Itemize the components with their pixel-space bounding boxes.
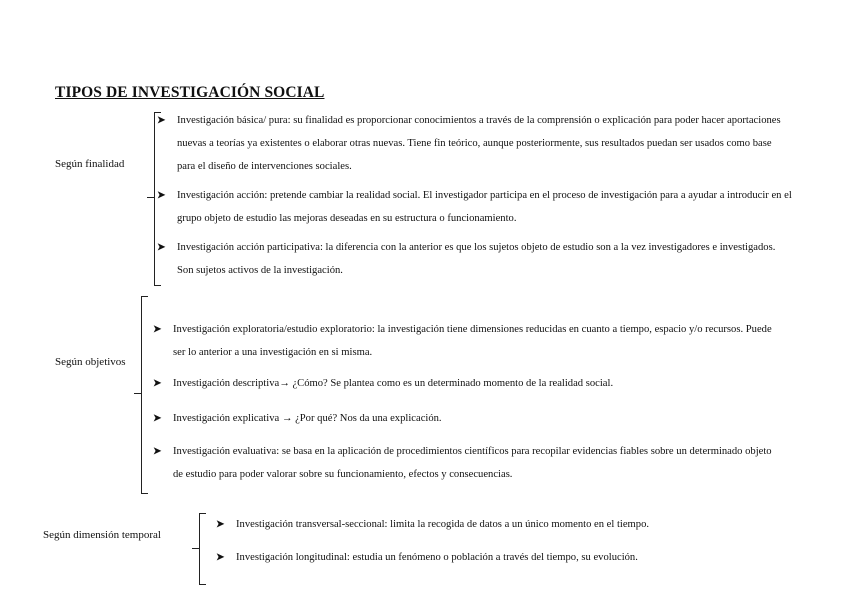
bullet-arrow-icon: ➤ — [157, 115, 166, 126]
list-item — [157, 236, 792, 282]
item-text: Investigación acción: pretende cambiar la realidad social. El investigador participa en el proceso de investigación para a ayudar a introducir en el grupo objeto de estudio las mejoras deseadas en su estructura o funcionamiento. — [177, 190, 792, 224]
list-item — [216, 546, 816, 569]
group-label-finalidad: Según finalidad — [55, 158, 125, 170]
item-text: Investigación longitudinal: estudia un fenómeno o población a través del tiempo, su evolución. — [236, 552, 638, 563]
list-item — [153, 372, 783, 395]
list-item — [153, 407, 783, 430]
list-item — [153, 440, 783, 486]
item-text: Investigación evaluativa: se basa en la aplicación de procedimientos científicos para recopilar evidencias fiables sobre un determinado objeto de estudio para poder valorar sobre su funcionamiento, efectos y consecuencias. — [173, 446, 772, 480]
bracket-tick-objetivos — [134, 393, 141, 394]
item-text: Investigación transversal-seccional: limita la recogida de datos a un único momento en el tiempo. — [236, 519, 650, 530]
bracket-temporal — [199, 513, 206, 585]
bullet-arrow-icon: ➤ — [153, 378, 162, 389]
bullet-arrow-icon: ➤ — [157, 190, 166, 201]
bullet-arrow-icon: ➤ — [216, 552, 225, 563]
group-label-objetivos: Según objetivos — [55, 356, 126, 368]
item-text: Investigación básica/ pura: su finalidad es proporcionar conocimientos a través de la comprensión o explicación para poder hacer aportaciones nuevas a teorías ya existentes o elaborar otras nuevas. Tiene fin teórico, aunque posteriormente, sus resultados puedan ser usados como base para el diseño de intervenciones sociales. — [177, 115, 781, 172]
page-title: TIPOS DE INVESTIGACIÓN SOCIAL — [55, 84, 325, 101]
bullet-arrow-icon: ➤ — [153, 446, 162, 457]
bracket-tick-finalidad — [147, 197, 154, 198]
item-text: Investigación descriptiva→ ¿Cómo? Se plantea como es un determinado momento de la realidad social. — [173, 378, 614, 389]
bracket-tick-temporal — [192, 548, 199, 549]
bullet-arrow-icon: ➤ — [153, 413, 162, 424]
group-label-temporal: Según dimensión temporal — [43, 529, 161, 541]
bullet-arrow-icon: ➤ — [153, 324, 162, 335]
item-text: Investigación acción participativa: la diferencia con la anterior es que los sujetos objeto de estudio son a la vez investigadores e investigados. Son sujetos activos de la investigación. — [177, 242, 776, 276]
list-item — [157, 109, 792, 178]
list-item — [157, 184, 792, 230]
list-item — [153, 318, 783, 364]
bullet-arrow-icon: ➤ — [157, 242, 166, 253]
item-text: Investigación exploratoria/estudio exploratorio: la investigación tiene dimensiones reducidas en cuanto a tiempo, espacio y/o recursos. Puede ser lo anterior a una investigación en si misma. — [173, 324, 772, 358]
list-item — [216, 513, 816, 536]
item-text: Investigación explicativa → ¿Por qué? Nos da una explicación. — [173, 413, 442, 424]
bracket-objetivos — [141, 296, 148, 494]
bullet-arrow-icon: ➤ — [216, 519, 225, 530]
